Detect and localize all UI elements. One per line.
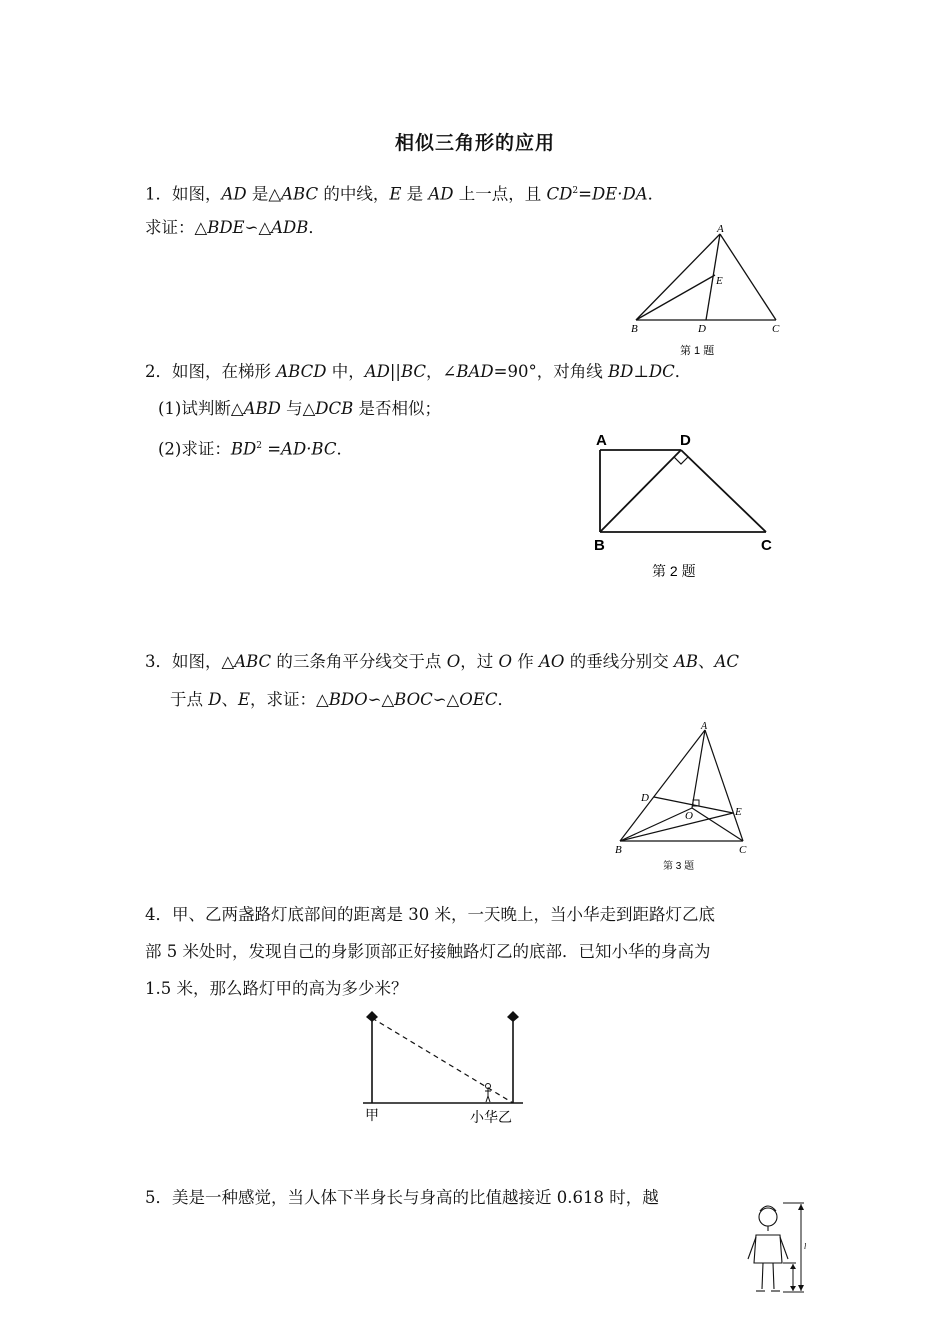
fig3-edge-AC [705, 730, 743, 841]
q3-AC: AC [714, 652, 740, 671]
page-title: 相似三角形的应用 [394, 132, 555, 154]
fig3-label-B: B [615, 844, 622, 856]
q1-tri: △ [258, 218, 272, 237]
q1-BDE: BDE [207, 218, 245, 237]
q2-text: =90°，对角线 [493, 362, 608, 381]
q3-text: ，过 [460, 652, 499, 671]
fig5-arrowheads [790, 1204, 804, 1291]
q3-D: D [208, 690, 222, 709]
fig3-edge-AB [620, 730, 705, 841]
fig1-label-B: B [631, 323, 638, 335]
q2-text: (1)试判断△ [158, 399, 244, 418]
fig2-right-angle-mark [674, 457, 688, 464]
q3-text: 、 [221, 690, 238, 709]
q3-text: 如图，△ [172, 652, 235, 671]
fig3-label-A: A [701, 721, 708, 732]
fig1-edge-AC [720, 234, 776, 320]
q3-text: 于点 [170, 690, 209, 709]
fig1-edge-BE [636, 275, 715, 320]
fig3-label-O: O [685, 810, 693, 822]
q2-number: 2． [145, 362, 172, 381]
fig2-label-C: C [761, 537, 772, 554]
fig2-caption: 第 2 题 [652, 563, 696, 579]
q2-sub2 [158, 435, 353, 461]
q1-line2 [145, 217, 325, 239]
q2-text: (2)求证： [158, 439, 231, 459]
q3-O: O [446, 652, 461, 671]
q3-O: O [498, 652, 512, 671]
q3-text: ． [497, 690, 514, 709]
q3-OEC: OEC [459, 690, 498, 709]
q3-text: 的三条角平分线交于点 [271, 652, 447, 671]
q1-ABC: ABC [281, 184, 319, 204]
q2-ADBC: AD||BC [364, 362, 427, 381]
fig2-edge-BD [600, 450, 681, 532]
q2-BD: BD [230, 439, 257, 459]
fig4-lamp-yi-head [507, 1011, 519, 1022]
q3-line2 [170, 689, 514, 711]
fig5-person [748, 1206, 788, 1291]
fig4-person-xiaohua [485, 1084, 491, 1103]
q3-AO: AO [539, 652, 565, 671]
fig3-label-E: E [735, 806, 742, 818]
q1-ADB: ADB [271, 218, 309, 237]
q1-text: 上一点，且 [453, 184, 547, 204]
q4-line2: 部 5 米处时，发现自己的身影顶部正好接触路灯乙的底部．已知小华的身高为 [145, 942, 711, 961]
q1-line1 [145, 180, 664, 206]
figure-2 [588, 425, 788, 590]
q2-text: = [261, 439, 282, 459]
fig4-label-jia: 甲 [365, 1107, 379, 1123]
fig3-edge-BE [620, 813, 733, 841]
q3-BDO: BDO [328, 690, 368, 709]
fig1-label-E: E [716, 275, 723, 287]
q2-ABD: ABD [243, 399, 281, 418]
q3-BOC: BOC [394, 690, 433, 709]
q2-text: 是否相似； [353, 399, 442, 418]
fig1-edge-AB [636, 234, 720, 320]
fig2-label-B: B [594, 537, 605, 554]
q1-text: 是△ [246, 184, 282, 204]
q2-ABCD: ABCD [276, 362, 327, 381]
q3-text: 作 [512, 652, 539, 671]
q2-text: ． [336, 439, 353, 459]
q1-text: 是 [401, 184, 429, 204]
fig5-label-l: l [804, 1242, 807, 1251]
q3-sim: ∽△ [367, 690, 395, 709]
fig1-caption: 第 1 题 [680, 345, 715, 357]
fig1-label-D: D [698, 323, 706, 335]
q2-ADBC2: AD·BC [281, 439, 337, 459]
q5-line1: 5．美是一种感觉，当人体下半身长与身高的比值越接近 0.618 时，越 [145, 1188, 659, 1207]
q1-E: E [389, 184, 402, 204]
q2-text: 与△ [280, 399, 316, 418]
q1-text: = [578, 184, 592, 204]
fig3-label-C: C [739, 844, 747, 856]
fig1-label-C: C [772, 323, 780, 335]
q1-DEDA: DE·DA [591, 184, 648, 204]
fig2-edge-DC [681, 450, 766, 532]
fig4-label-xiaohua-yi: 小华乙 [470, 1109, 512, 1125]
q1-text: 的中线， [318, 184, 390, 204]
q4-line1: 4．甲、乙两盏路灯底部间的距离是 30 米，一天晚上，当小华走到距路灯乙底 [145, 905, 715, 924]
q2-text: ． [674, 362, 692, 381]
fig1-label-A: A [717, 223, 724, 235]
q1-AD: AD [428, 184, 454, 204]
q4-line3: 1.5 米，那么路灯甲的高为多少米？ [145, 979, 408, 998]
figure-1 [620, 220, 790, 360]
q2-sub1 [158, 398, 441, 420]
fig2-label-A: A [596, 432, 607, 449]
q2-BDDC: BD⊥DC [607, 362, 675, 381]
fig2-label-D: D [680, 432, 691, 449]
q2-BAD: BAD [456, 362, 494, 381]
q3-text: 的垂线分别交 [564, 652, 674, 671]
q3-line1 [145, 651, 739, 673]
q1-square: 2 [572, 186, 579, 196]
figure-4 [355, 1005, 535, 1125]
fig3-edge-BO [620, 808, 692, 841]
fig3-caption: 第 3 题 [663, 861, 695, 872]
q3-text: ，求证：△ [250, 690, 329, 709]
q3-number: 3． [145, 652, 172, 671]
q1-sim: ∽ [244, 218, 259, 237]
q3-E: E [237, 690, 251, 709]
q1-text: 求证：△ [145, 218, 208, 237]
q3-AB: AB [673, 652, 698, 671]
q1-text: 如图， [172, 184, 222, 204]
q2-DCB: DCB [315, 399, 354, 418]
q3-text: 、 [698, 652, 715, 671]
q1-CD: CD [546, 184, 573, 204]
q1-AD: AD [221, 184, 247, 204]
q2-text: 中， [326, 362, 365, 381]
figure-5 [738, 1195, 818, 1301]
q2-line1 [145, 361, 691, 383]
q1-text: ． [308, 218, 325, 237]
fig3-edge-AO [692, 730, 705, 808]
fig5-height-markers [783, 1203, 804, 1292]
q2-text: 如图，在梯形 [172, 362, 277, 381]
fig3-label-D: D [641, 792, 649, 804]
q3-ABC: ABC [234, 652, 272, 671]
q2-square: 2 [256, 441, 262, 451]
figure-3 [605, 718, 765, 878]
fig4-light-ray [372, 1018, 513, 1103]
q1-text: ． [647, 184, 665, 204]
q1-number: 1． [145, 184, 172, 204]
q2-text: ，∠ [426, 362, 457, 381]
q3-sim: ∽△ [432, 690, 460, 709]
